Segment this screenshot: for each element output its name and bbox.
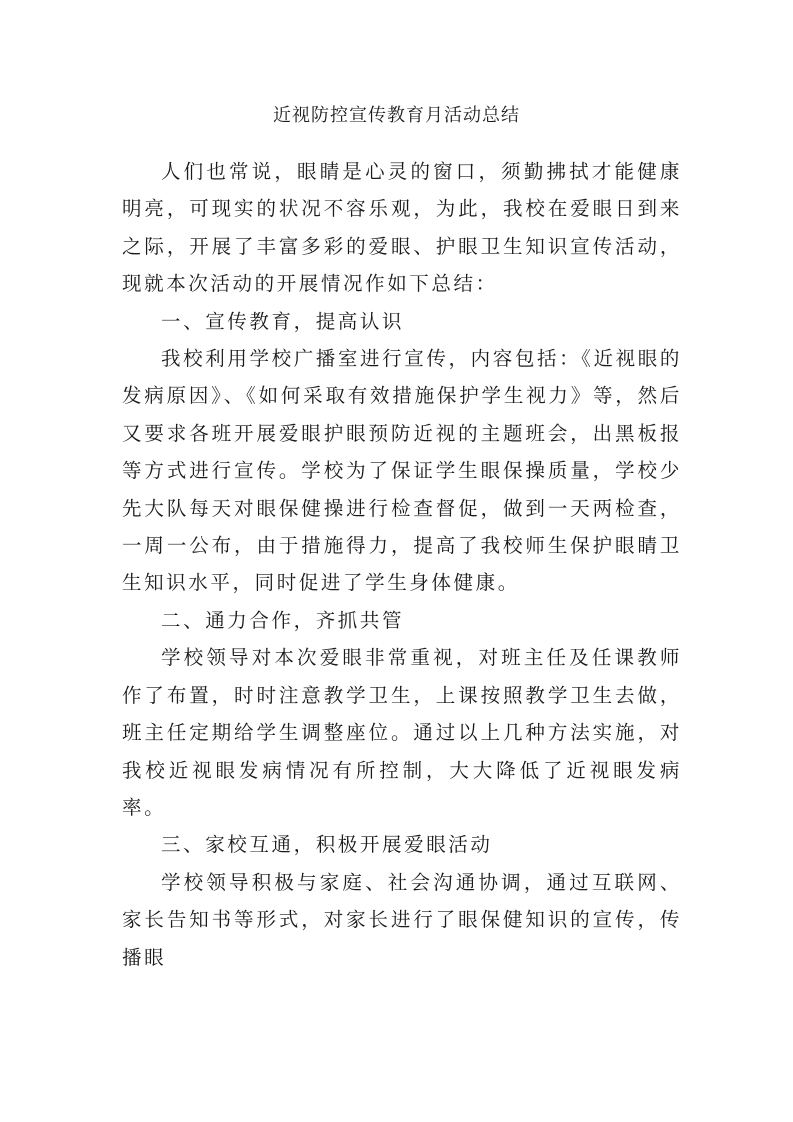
- intro-paragraph: 人们也常说，眼睛是心灵的窗口，须勤拂拭才能健康明亮，可现实的状况不容乐观，为此，我校在爱眼日到来之际，开展了丰富多彩的爱眼、护眼卫生知识宣传活动，现就本次活动的开展情况作如下总结：: [122, 160, 682, 296]
- section-paragraph-2: 学校领导对本次爱眼非常重视，对班主任及任课教师作了布置，时时注意教学卫生，上课按照教学卫生去做，班主任定期给学生调整座位。通过以上几种方法实施，对我校近视眼发病情况有所控制，大大降低了近视眼发病率。: [122, 646, 682, 819]
- section-heading-2: 二、通力合作，齐抓共管: [161, 608, 405, 632]
- section-paragraph-3: 学校领导积极与家庭、社会沟通协调，通过互联网、家长告知书等形式，对家长进行了眼保健知识的宣传，传播眼: [122, 870, 682, 969]
- document-title: 近视防控宣传教育月活动总结: [273, 105, 520, 126]
- section-paragraph-1: 我校利用学校广播室进行宣传，内容包括：《近视眼的发病原因》、《如何采取有效措施保护学生视力》等，然后又要求各班开展爱眼护眼预防近视的主题班会，出黑板报等方式进行宣传。学校为了保证学生眼保操质量，学校少先大队每天对眼保健操进行检查督促，做到一天两检查，一周一公布，由于措施得力，提高了我校师生保护眼睛卫生知识水平，同时促进了学生身体健康。: [122, 347, 682, 595]
- section-heading-1: 一、宣传教育，提高认识: [161, 309, 405, 333]
- document-body: [122, 153, 682, 976]
- section-heading-3: 三、家校互通，积极开展爱眼活动: [161, 833, 493, 857]
